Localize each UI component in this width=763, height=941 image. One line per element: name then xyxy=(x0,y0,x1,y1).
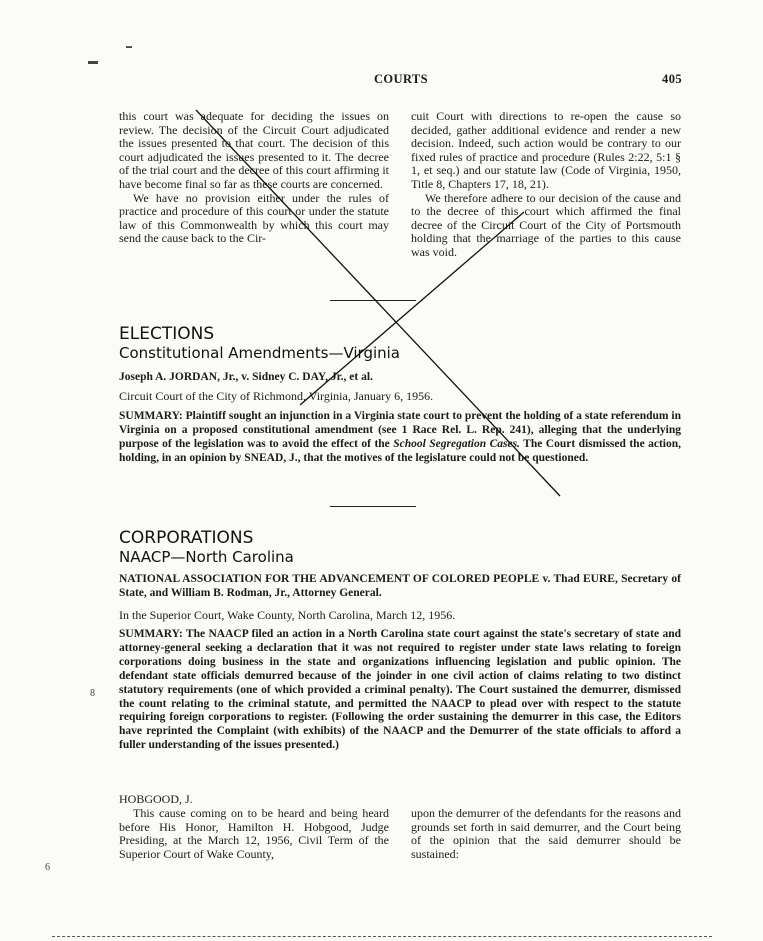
corporations-summary-label: SUMMARY: xyxy=(119,628,183,640)
corporations-parties: NATIONAL ASSOCIATION FOR THE ADVANCEMENT OF COLORED PEOPLE v. Thad EURE, Secretary of State, and William B. Rodman, Jr., Attorney General. xyxy=(119,573,681,599)
opinion-right-paragraph: upon the demurrer of the defendants for the reasons and grounds set forth in said demurrer, and the Court being of the opinion that the said demurrer should be sustained: xyxy=(411,806,681,861)
elections-summary-label: SUMMARY: xyxy=(119,410,183,422)
elections-parties: Joseph A. JORDAN, Jr., v. Sidney C. DAY, Jr., et al. xyxy=(119,371,373,383)
top-left-paragraph-1: this court was adequate for deciding the issues on review. The decision of the Circuit Court adjudicated the issues presented to that court. The decision of this court adjudicated the issues presented to it. The decree of the trial court and the decree of this court affirming it have become final so far as these courts are concerned. xyxy=(119,109,389,191)
elections-court: Circuit Court of the City of Richmond, Virginia, January 6, 1956. xyxy=(119,389,434,403)
top-right-paragraph-2: We therefore adhere to our decision of the cause and to the decree of this court which affirmed the final decree of the Circuit Court of the City of Portsmouth holding that the marriage of the parties to this cause was void. xyxy=(411,190,681,259)
margin-speck: ▬ xyxy=(126,44,132,50)
top-left-paragraph-2: We have no provision either under the rules of practice and procedure of this court or under the statute law of this Commonwealth by which this court may send the cause back to the Cir- xyxy=(119,190,389,246)
top-right-paragraph-1: cuit Court with directions to re-open the cause so decided, gather additional evidence and render a new decision. Indeed, such action would be contrary to our fixed rules of practice and procedure (Rules 2:22, 5:1 § 1, et seq.) and our statute law (Code of Virginia, 1950, Title 8, Chapters 17, 18, 21). xyxy=(411,109,681,191)
elections-summary-text-1: Plaintiff sought an injunction in a Virginia state court to prevent the holding of a state referendum in Virginia on a proposed constitutional amendment (see 1 Race Rel. L. Rep. 241), alleging that the underlying purpose of the legislation was to avoid the effect of the xyxy=(119,410,681,450)
corporations-court: In the Superior Court, Wake County, North Carolina, March 12, 1956. xyxy=(119,608,456,622)
corporations-summary-text: The NAACP filed an action in a North Carolina state court against the state's secretary of state and attorney-general seeking a declaration that it was not required to register under state laws relating to foreign corporations doing business in the state and organizations influencing legislation and public opinion. The defendant state officials demurred because of the joinder in one civil action of claims relating to two distinct statutory requirements (one of which provided a criminal penalty). The Court sustained the demurrer, dismissed the count relating to the criminal statute, and permitted the NAACP to plead over with respect to the statute requiring foreign corporations to register. (Following the order sustaining the demurrer in this case, the Editors have reprinted the Complaint (with exhibits) of the NAACP and the Demurrer of the state officials to afford a fuller understanding of the issues presented.) xyxy=(119,628,681,752)
page-number: 405 xyxy=(662,72,682,86)
judge-name: HOBGOOD, J. xyxy=(119,792,193,806)
margin-speck: ▬ xyxy=(88,56,98,67)
opinion-left-paragraph: This cause coming on to be heard and being heard before His Honor, Hamilton H. Hobgood, Judge Presiding, at the March 12, 1956, Civil Term of the Superior Court of Wake County, xyxy=(119,806,389,861)
diagonal-strike-line xyxy=(196,110,560,496)
corporations-heading: CORPORATIONS xyxy=(119,528,254,548)
elections-summary-case-name: School Segregation Cases. xyxy=(393,437,520,450)
elections-heading: ELECTIONS xyxy=(119,324,215,344)
elections-subheading: Constitutional Amendments—Virginia xyxy=(119,344,401,362)
running-title: COURTS xyxy=(373,72,429,86)
diagonal-strike-line xyxy=(300,212,524,405)
margin-mark: 8 xyxy=(90,688,95,699)
elections-summary-text-2: The Court dismissed the action, holding, in an opinion by SNEAD, J., that the motives of the legislature could not be questioned. xyxy=(119,437,682,464)
corporations-subheading: NAACP—North Carolina xyxy=(119,548,294,566)
margin-mark: 6 xyxy=(45,862,50,873)
